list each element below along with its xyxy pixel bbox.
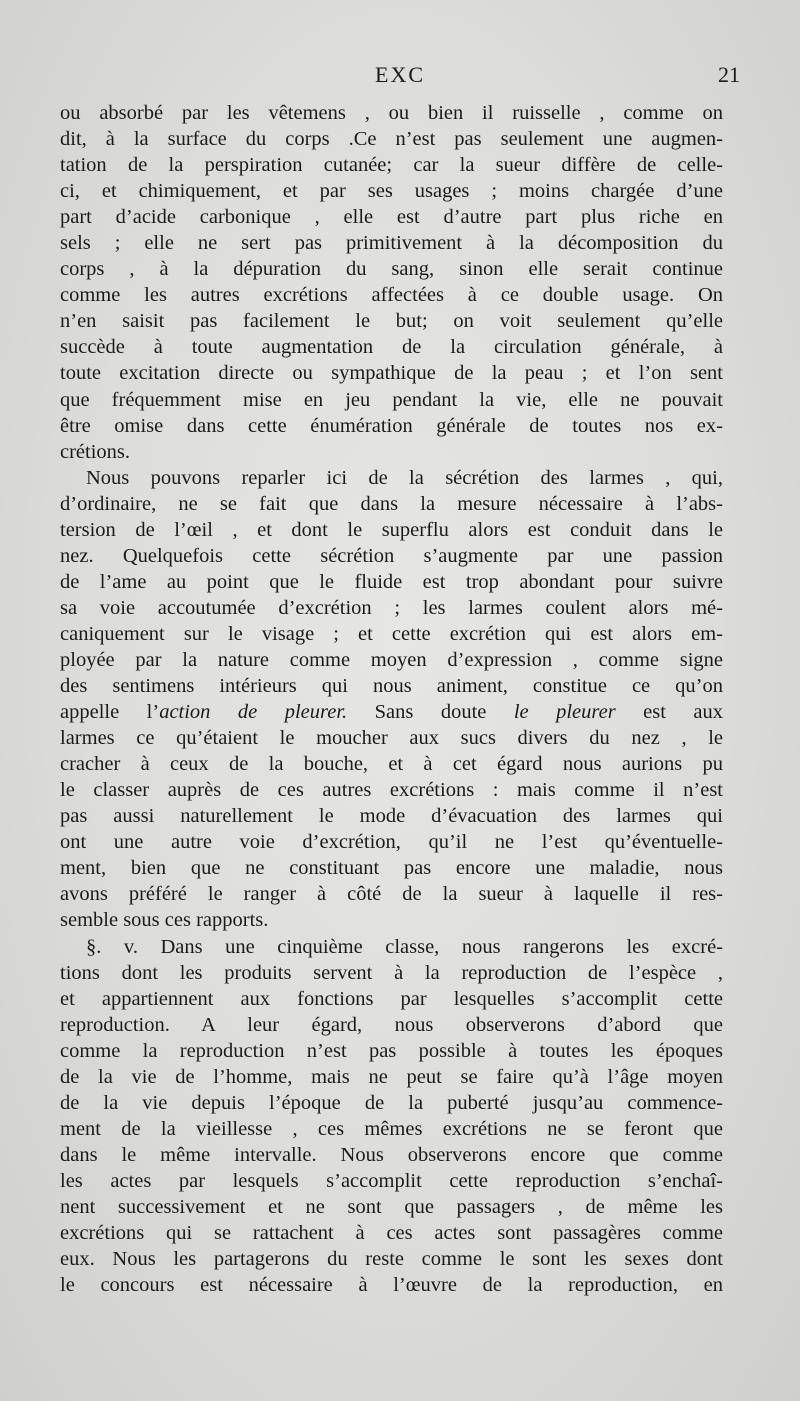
text-line: tersion de l’œil , et dont le superflu alors est conduit dans le [60,518,723,541]
text-line: et appartiennent aux fonctions par lesquelles s’accomplit cette [60,987,723,1010]
text-line: être omise dans cette énumération générale de toutes nos ex- [60,414,723,437]
text-line: larmes ce qu’étaient le moucher aux sucs divers du nez , le [60,727,723,750]
page-number: 21 [718,62,740,87]
italic-phrase: action de pleurer. [159,701,348,724]
running-head: EXC [375,62,425,87]
page-header [60,62,740,96]
text-line: succède à toute augmentation de la circulation générale, à [60,336,723,359]
text-line: sels ; elle ne sert pas primitivement à la décomposition du [60,232,723,255]
text-line: cracher à ceux de la bouche, et à cet égard nous aurions pu [60,753,723,776]
text-line: des sentimens intérieurs qui nous animent, constitue ce qu’on [60,675,723,698]
text-line: corps , à la dépuration du sang, sinon elle serait continue [60,258,723,281]
body-text [60,100,723,1298]
text-line: §. v. Dans une cinquième classe, nous rangerons les excré- [86,935,723,958]
text-line: nent successivement et ne sont que passagers , de même les [60,1195,723,1218]
text-line: crétions. [60,440,131,463]
text-line: les actes par lesquels s’accomplit cette reproduction s’enchaî- [60,1169,723,1192]
text-line: dans le même intervalle. Nous observerons encore que comme [60,1143,723,1166]
text-line: nez. Quelquefois cette sécrétion s’augmente par une passion [60,544,723,567]
text-line: de l’ame au point que le fluide est trop abondant pour suivre [60,570,723,593]
text-line: reproduction. A leur égard, nous observerons d’abord que [60,1013,723,1036]
text-line: semble sous ces rapports. [60,909,269,932]
text-line: comme les autres excrétions affectées à ce double usage. On [60,284,723,307]
italic-phrase: le pleurer [513,701,616,724]
text-line: ci, et chimiquement, et par ses usages ; moins chargée d’une [60,180,723,203]
text-line: le concours est nécessaire à l’œuvre de la reproduction, en [60,1274,723,1297]
text-line: caniquement sur le visage ; et cette excrétion qui est alors em- [60,622,723,645]
text-line: Nous pouvons reparler ici de la sécrétion des larmes , qui, [86,466,723,489]
text-line: comme la reproduction n’est pas possible à toutes les époques [60,1039,723,1062]
text-line: ment, bien que ne constituant pas encore une maladie, nous [60,857,723,880]
text-line: tions dont les produits servent à la reproduction de l’espèce , [60,961,723,984]
text-line: ment de la vieillesse , ces mêmes excrétions ne se feront que [60,1117,723,1140]
text-line: sa voie accoutumée d’excrétion ; les larmes coulent alors mé- [60,596,723,619]
text-run: est aux [615,701,724,724]
text-line: de la vie de l’homme, mais ne peut se faire qu’à l’âge moyen [60,1065,723,1088]
text-line: que fréquemment mise en jeu pendant la vie, elle ne pouvait [60,388,723,411]
text-line [60,699,723,725]
text-line: d’ordinaire, ne se fait que dans la mesure nécessaire à l’abs- [60,492,723,515]
text-line: excrétions qui se rattachent à ces actes sont passagères comme [60,1222,723,1245]
text-line: part d’acide carbonique , elle est d’autre part plus riche en [60,206,723,229]
text-line: ployée par la nature comme moyen d’expression , comme signe [60,648,723,671]
text-line: eux. Nous les partagerons du reste comme le sont les sexes dont [60,1248,723,1271]
text-line: ont une autre voie d’excrétion, qu’il ne l’est qu’éventuelle- [60,831,723,854]
text-line: ou absorbé par les vêtemens , ou bien il ruisselle , comme on [60,102,723,124]
text-line: dit, à la surface du corps .Ce n’est pas seulement une augmen- [60,128,723,151]
text-line: n’en saisit pas facilement le but; on voit seulement qu’elle [60,310,723,333]
text-line: pas aussi naturellement le mode d’évacuation des larmes qui [60,805,723,828]
text-run: Sans doute [347,701,514,724]
text-line: avons préféré le ranger à côté de la sueur à laquelle il res- [60,883,723,906]
text-line: toute excitation directe ou sympathique de la peau ; et l’on sent [60,362,723,385]
text-line: tation de la perspiration cutanée; car la sueur diffère de celle- [60,154,723,177]
text-run: appelle l’ [60,701,160,724]
text-line: de la vie depuis l’époque de la puberté jusqu’au commence- [60,1091,723,1114]
text-line: le classer auprès de ces autres excrétions : mais comme il n’est [60,779,723,802]
